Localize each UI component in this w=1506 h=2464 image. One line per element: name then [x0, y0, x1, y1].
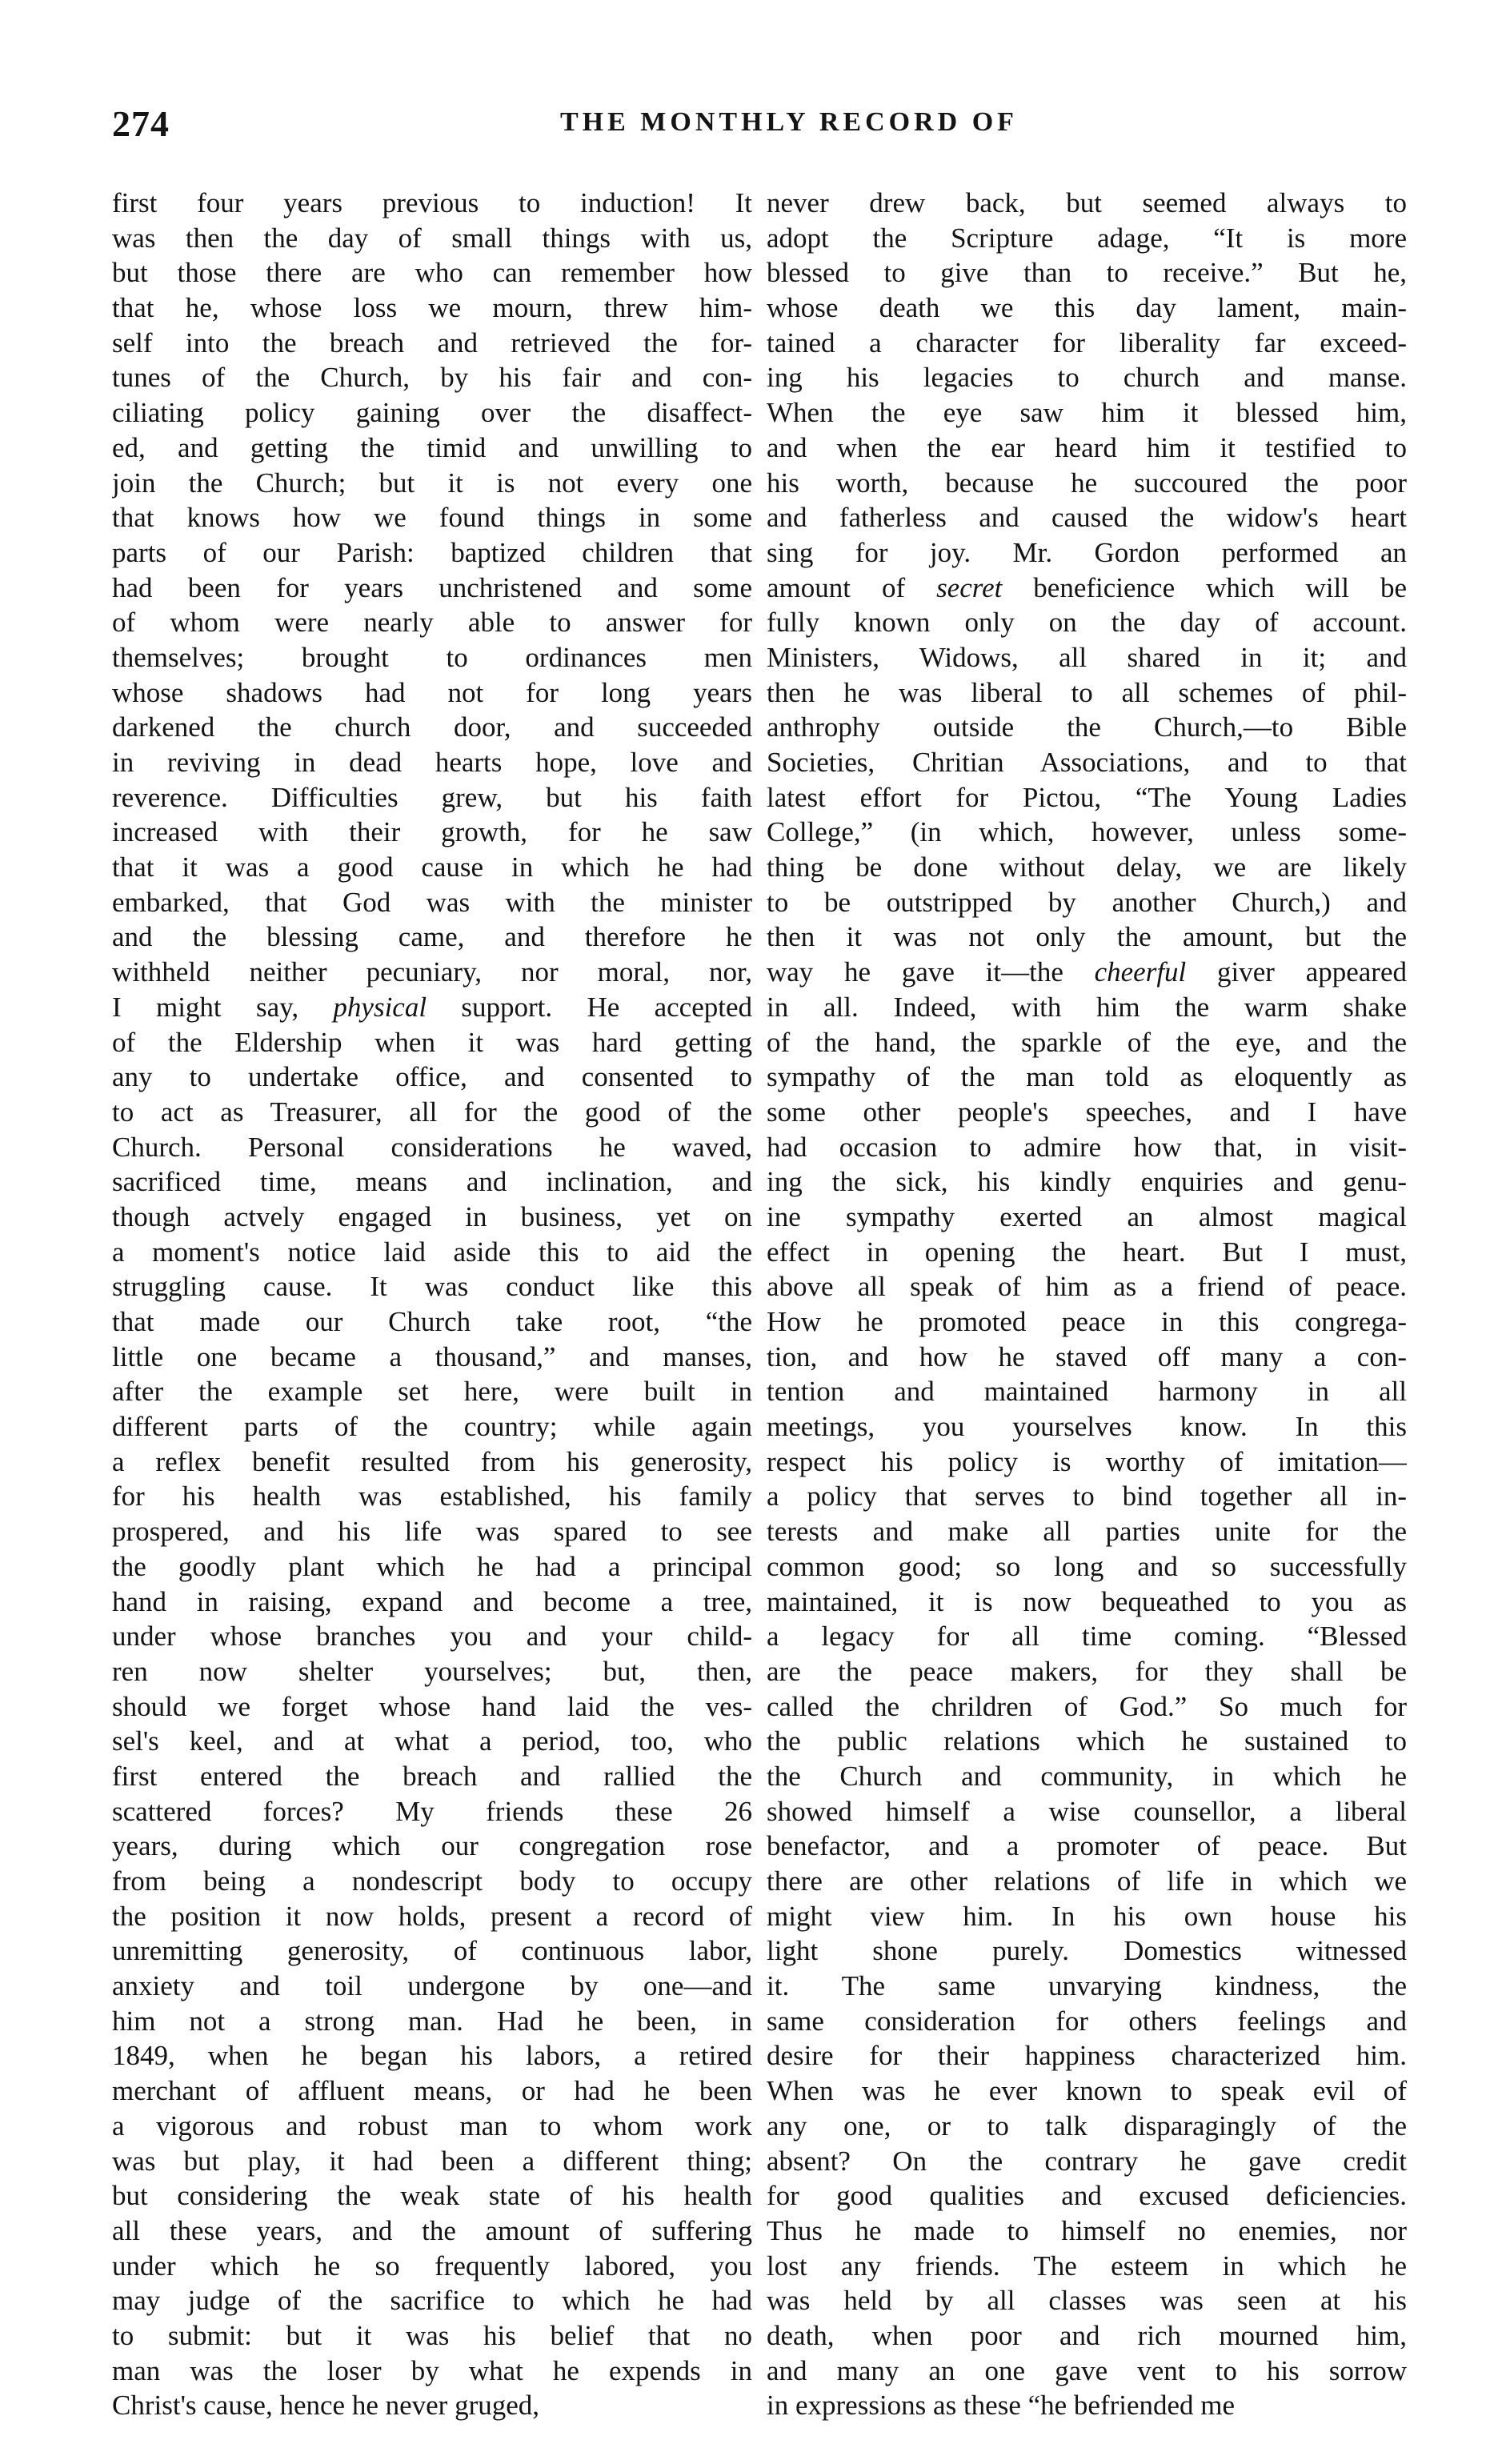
text-line: there are other relations of life in which we	[767, 1865, 1407, 1897]
text-line: some other people's speeches, and I have	[767, 1096, 1407, 1128]
text-line: tion, and how he staved off many a con-	[767, 1340, 1407, 1372]
right-column	[767, 186, 1407, 2426]
text-line: merchant of affluent means, or had he been	[112, 2075, 752, 2107]
text-line: and the blessing came, and therefore he	[112, 921, 752, 953]
text-line: same consideration for others feelings and	[767, 2005, 1407, 2037]
text-line: meetings, you yourselves know. In this	[767, 1411, 1407, 1443]
emphasized-word: cheerful	[1094, 956, 1187, 988]
text-line: I might say, physical support. He accepted	[112, 991, 752, 1023]
text-line: thing be done without delay, we are likely	[767, 851, 1407, 883]
text-line: whose death we this day lament, main-	[767, 292, 1407, 324]
text-line: self into the breach and retrieved the for-	[112, 327, 752, 359]
text-line: was but play, it had been a different thing;	[112, 2145, 752, 2177]
text-line: in all. Indeed, with him the warm shake	[767, 991, 1407, 1023]
text-line: anthrophy outside the Church,—to Bible	[767, 711, 1407, 743]
text-line: the Church and community, in which he	[767, 1760, 1407, 1792]
text-line: Ministers, Widows, all shared in it; and	[767, 641, 1407, 673]
text-line: from being a nondescript body to occupy	[112, 1865, 752, 1897]
text-line: under which he so frequently labored, you	[112, 2250, 752, 2282]
text-line: showed himself a wise counsellor, a liberal	[767, 1795, 1407, 1827]
text-line: and fatherless and caused the widow's heart	[767, 502, 1407, 534]
text-line: the goodly plant which he had a principal	[112, 1550, 752, 1582]
text-line: ing his legacies to church and manse.	[767, 362, 1407, 394]
text-line: above all speak of him as a friend of peace.	[767, 1271, 1407, 1303]
text-line: then he was liberal to all schemes of phil-	[767, 676, 1407, 708]
text-line: in reviving in dead hearts hope, love and	[112, 747, 752, 778]
text-line: called the chrildren of God.” So much for	[767, 1690, 1407, 1722]
text-line: should we forget whose hand laid the ves-	[112, 1690, 752, 1722]
text-line: a vigorous and robust man to whom work	[112, 2109, 752, 2141]
journal-title: THE MONTHLY RECORD OF	[560, 107, 1018, 137]
text-line: sympathy of the man told as eloquently as	[767, 1061, 1407, 1093]
text-line: after the example set here, were built in	[112, 1376, 752, 1408]
text-line: that knows how we found things in some	[112, 502, 752, 534]
text-line: light shone purely. Domestics witnessed	[767, 1935, 1407, 1967]
text-line: whose shadows had not for long years	[112, 676, 752, 708]
text-line: join the Church; but it is not every one	[112, 467, 752, 499]
text-line: common good; so long and so successfully	[767, 1550, 1407, 1582]
text-line: in expressions as these “he befriended me	[767, 2390, 1236, 2422]
text-line: but those there are who can remember how	[112, 257, 752, 289]
text-line: darkened the church door, and succeeded	[112, 711, 752, 743]
text-line: anxiety and toil undergone by one—and	[112, 1970, 752, 2002]
text-line: tunes of the Church, by his fair and con-	[112, 362, 752, 394]
text-line: a policy that serves to bind together all in-	[767, 1480, 1407, 1512]
text-line: for his health was established, his family	[112, 1480, 752, 1512]
text-line: hand in raising, expand and become a tree,	[112, 1585, 752, 1617]
text-line: man was the loser by what he expends in	[112, 2354, 752, 2386]
text-line: a reflex benefit resulted from his generosity,	[112, 1445, 752, 1477]
page-number: 274	[112, 103, 170, 144]
text-line: though actvely engaged in business, yet on	[112, 1200, 752, 1232]
text-line: increased with their growth, for he saw	[112, 816, 752, 848]
text-line: but considering the weak state of his health	[112, 2180, 752, 2212]
text-line: struggling cause. It was conduct like this	[112, 1271, 752, 1303]
text-line: benefactor, and a promoter of peace. But	[767, 1830, 1407, 1862]
text-line: ren now shelter yourselves; but, then,	[112, 1655, 752, 1687]
text-line: prospered, and his life was spared to see	[112, 1516, 752, 1548]
text-line: ing the sick, his kindly enquiries and genu-	[767, 1166, 1407, 1198]
text-line: under whose branches you and your child-	[112, 1621, 752, 1653]
text-line: withheld neither pecuniary, nor moral, nor,	[112, 956, 752, 988]
text-line: parts of our Parish: baptized children that	[112, 536, 752, 568]
text-line: amount of secret beneficience which will be	[767, 571, 1407, 603]
text-line: had been for years unchristened and some	[112, 571, 752, 603]
text-line: When was he ever known to speak evil of	[767, 2075, 1407, 2107]
text-line: respect his policy is worthy of imitation—	[767, 1445, 1407, 1477]
text-line: College,” (in which, however, unless some-	[767, 816, 1407, 848]
text-line: blessed to give than to receive.” But he,	[767, 257, 1407, 289]
text-line: the public relations which he sustained to	[767, 1725, 1407, 1757]
text-line: of whom were nearly able to answer for	[112, 607, 752, 639]
text-line: him not a strong man. Had he been, in	[112, 2005, 752, 2037]
text-line: lost any friends. The esteem in which he	[767, 2250, 1407, 2282]
text-line: terests and make all parties unite for the	[767, 1516, 1407, 1548]
text-line: reverence. Difficulties grew, but his faith	[112, 781, 752, 813]
text-line: years, during which our congregation rose	[112, 1830, 752, 1862]
text-line: was then the day of small things with us,	[112, 222, 752, 254]
text-line: that it was a good cause in which he had	[112, 851, 752, 883]
text-line: never drew back, but seemed always to	[767, 187, 1407, 218]
text-line: unremitting generosity, of continuous labor,	[112, 1935, 752, 1967]
text-line: the position it now holds, present a record of	[112, 1900, 752, 1932]
text-line: sel's keel, and at what a period, too, who	[112, 1725, 752, 1757]
text-line: Thus he made to himself no enemies, nor	[767, 2214, 1407, 2246]
text-line: tained a character for liberality far exceed-	[767, 327, 1407, 359]
text-line: any to undertake office, and consented to	[112, 1061, 752, 1093]
left-column	[112, 186, 752, 2426]
text-line: latest effort for Pictou, “The Young Ladies	[767, 781, 1407, 813]
text-line: it. The same unvarying kindness, the	[767, 1970, 1407, 2002]
text-line: Societies, Chritian Associations, and to that	[767, 747, 1407, 778]
text-line: may judge of the sacrifice to which he had	[112, 2285, 752, 2317]
text-line: Christ's cause, hence he never gruged,	[112, 2390, 540, 2422]
text-line: to be outstripped by another Church,) and	[767, 886, 1407, 918]
text-line: tention and maintained harmony in all	[767, 1376, 1407, 1408]
text-line: then it was not only the amount, but the	[767, 921, 1407, 953]
emphasized-word: physical	[333, 991, 427, 1023]
text-line: a moment's notice laid aside this to aid the	[112, 1236, 752, 1268]
text-line: desire for their happiness characterized him.	[767, 2040, 1407, 2072]
text-line: ed, and getting the timid and unwilling to	[112, 431, 752, 463]
text-line: that made our Church take root, “the	[112, 1306, 752, 1337]
text-line: embarked, that God was with the minister	[112, 886, 752, 918]
text-line: little one became a thousand,” and manses,	[112, 1340, 752, 1372]
running-head	[112, 102, 1408, 150]
text-line: themselves; brought to ordinances men	[112, 641, 752, 673]
text-line: first entered the breach and rallied the	[112, 1760, 752, 1792]
text-line: absent? On the contrary he gave credit	[767, 2145, 1407, 2177]
text-line: of the Eldership when it was hard getting	[112, 1026, 752, 1058]
text-line: 1849, when he began his labors, a retired	[112, 2040, 752, 2072]
text-line: that he, whose loss we mourn, threw him-	[112, 292, 752, 324]
text-line: for good qualities and excused deficiencies.	[767, 2180, 1407, 2212]
text-line: way he gave it—the cheerful giver appeared	[767, 956, 1407, 988]
text-line: and when the ear heard him it testified to	[767, 431, 1407, 463]
text-line: maintained, it is now bequeathed to you as	[767, 1585, 1407, 1617]
text-line: all these years, and the amount of suffering	[112, 2214, 752, 2246]
text-line: ine sympathy exerted an almost magical	[767, 1200, 1407, 1232]
text-line: was held by all classes was seen at his	[767, 2285, 1407, 2317]
text-line: to submit: but it was his belief that no	[112, 2319, 752, 2351]
text-line: ciliating policy gaining over the disaffect-	[112, 397, 752, 429]
text-line: adopt the Scripture adage, “It is more	[767, 222, 1407, 254]
text-line: When the eye saw him it blessed him,	[767, 397, 1407, 429]
text-line: to act as Treasurer, all for the good of the	[112, 1096, 752, 1128]
text-line: of the hand, the sparkle of the eye, and the	[767, 1026, 1407, 1058]
text-line: scattered forces? My friends these 26	[112, 1795, 752, 1827]
text-line: effect in opening the heart. But I must,	[767, 1236, 1407, 1268]
text-line: a legacy for all time coming. “Blessed	[767, 1621, 1407, 1653]
text-line: fully known only on the day of account.	[767, 607, 1407, 639]
text-line: Church. Personal considerations he waved,	[112, 1131, 752, 1163]
text-line: sacrificed time, means and inclination, and	[112, 1166, 752, 1198]
text-line: his worth, because he succoured the poor	[767, 467, 1407, 499]
text-line: different parts of the country; while again	[112, 1411, 752, 1443]
text-line: might view him. In his own house his	[767, 1900, 1407, 1932]
text-line: How he promoted peace in this congrega-	[767, 1306, 1407, 1337]
text-line: any one, or to talk disparagingly of the	[767, 2109, 1407, 2141]
text-line: had occasion to admire how that, in visit-	[767, 1131, 1407, 1163]
text-line: are the peace makers, for they shall be	[767, 1655, 1407, 1687]
text-line: sing for joy. Mr. Gordon performed an	[767, 536, 1407, 568]
text-line: death, when poor and rich mourned him,	[767, 2319, 1407, 2351]
text-line: first four years previous to induction! It	[112, 187, 752, 218]
text-line: and many an one gave vent to his sorrow	[767, 2354, 1407, 2386]
emphasized-word: secret	[936, 571, 1003, 603]
